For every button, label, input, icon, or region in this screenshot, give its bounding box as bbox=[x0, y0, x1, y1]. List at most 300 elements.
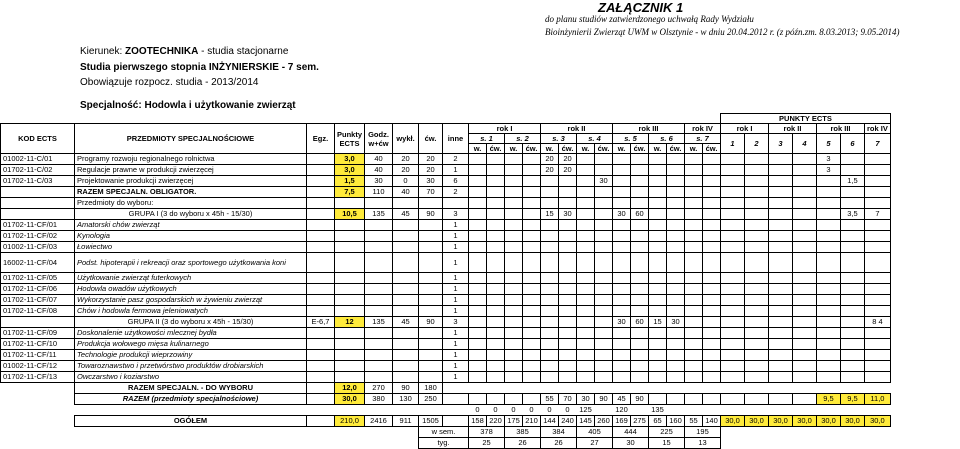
semester-points bbox=[793, 317, 817, 328]
empty-cell bbox=[841, 405, 865, 416]
empty-cell bbox=[817, 438, 841, 449]
semester-points bbox=[865, 176, 891, 187]
semester-hours bbox=[541, 295, 559, 306]
semester-points bbox=[817, 242, 841, 253]
semester-hours bbox=[469, 350, 487, 361]
hours-total: 40 bbox=[365, 165, 393, 176]
semester-hours bbox=[505, 209, 523, 220]
semester-hours bbox=[487, 361, 505, 372]
semester-hours bbox=[685, 306, 703, 317]
semester-points bbox=[841, 187, 865, 198]
empty-cell bbox=[577, 383, 595, 394]
sem-7-w: w. bbox=[685, 144, 703, 154]
semester-points bbox=[817, 372, 841, 383]
semester-hours bbox=[595, 231, 613, 242]
hours-total bbox=[365, 306, 393, 317]
semester-points bbox=[793, 295, 817, 306]
empty-cell bbox=[817, 383, 841, 394]
summary-hours: 380 bbox=[365, 394, 393, 405]
per-week-hours: 30 bbox=[613, 438, 649, 449]
study-level bbox=[80, 62, 319, 73]
semester-hours bbox=[469, 394, 487, 405]
summary-hours: 270 bbox=[365, 383, 393, 394]
semester-points bbox=[745, 198, 769, 209]
semester-points bbox=[721, 361, 745, 372]
course-code: 01702-11-C/03 bbox=[1, 176, 75, 187]
semester-hours bbox=[649, 339, 667, 350]
per-week-hours: 15 bbox=[649, 438, 685, 449]
semester-hours bbox=[703, 339, 721, 350]
semester-points bbox=[865, 361, 891, 372]
semester-hours bbox=[613, 242, 631, 253]
semester-hours bbox=[649, 253, 667, 273]
semester-points bbox=[817, 273, 841, 284]
semester-points bbox=[817, 253, 841, 273]
semester-points bbox=[745, 317, 769, 328]
empty-cell bbox=[769, 438, 793, 449]
col-inne: inne bbox=[443, 124, 469, 154]
semester-hours bbox=[559, 273, 577, 284]
semester-points bbox=[769, 209, 793, 220]
semester-points: 1,5 bbox=[841, 176, 865, 187]
ects-points bbox=[335, 328, 365, 339]
semester-hours bbox=[559, 231, 577, 242]
semester-points bbox=[721, 154, 745, 165]
studia-prefix: Studia pierwszego stopnia bbox=[80, 62, 209, 73]
semester-points bbox=[793, 154, 817, 165]
semester-hours bbox=[595, 187, 613, 198]
hours-exercise: 20 bbox=[419, 165, 443, 176]
empty-cell bbox=[793, 438, 817, 449]
semester-hours bbox=[559, 176, 577, 187]
exam: E-6,7 bbox=[307, 317, 335, 328]
exam bbox=[307, 253, 335, 273]
semester-hours bbox=[469, 176, 487, 187]
hours-exercise bbox=[419, 198, 443, 209]
overall-semester-hours: 210 bbox=[523, 416, 541, 427]
ects-points bbox=[335, 242, 365, 253]
hours-other: 1 bbox=[443, 273, 469, 284]
overall-semester-hours: 220 bbox=[487, 416, 505, 427]
table-row bbox=[1, 176, 891, 187]
semester-hours bbox=[487, 165, 505, 176]
semester-hours bbox=[559, 306, 577, 317]
semester-points bbox=[721, 198, 745, 209]
ects-points: 3,0 bbox=[335, 165, 365, 176]
semester-hours bbox=[667, 394, 685, 405]
semester-points bbox=[769, 273, 793, 284]
semester-hours bbox=[487, 220, 505, 231]
semester-hours bbox=[667, 273, 685, 284]
semester-points: 9,5 bbox=[841, 394, 865, 405]
semester-hours bbox=[613, 176, 631, 187]
semester-hours bbox=[649, 176, 667, 187]
semester-hours bbox=[559, 284, 577, 295]
semester-hours bbox=[487, 317, 505, 328]
course-code: 16002-11-CF/04 bbox=[1, 253, 75, 273]
semester-points bbox=[721, 273, 745, 284]
ects-points: 12 bbox=[335, 317, 365, 328]
semester-hours bbox=[631, 306, 649, 317]
semester-hours bbox=[523, 231, 541, 242]
semester-points bbox=[865, 339, 891, 350]
semester-points bbox=[745, 306, 769, 317]
semester-points bbox=[721, 328, 745, 339]
exam bbox=[307, 154, 335, 165]
semester-points bbox=[745, 231, 769, 242]
semester-points bbox=[817, 209, 841, 220]
sem-1-cw: ćw. bbox=[487, 144, 505, 154]
hours-exercise bbox=[419, 328, 443, 339]
course-name: Technologie produkcji wieprzowiny bbox=[75, 350, 307, 361]
hours-other: 1 bbox=[443, 253, 469, 273]
semester-points bbox=[817, 306, 841, 317]
overall-subtotal: 0 bbox=[547, 405, 552, 414]
semester-points bbox=[841, 273, 865, 284]
semester-hours bbox=[541, 187, 559, 198]
semester-points bbox=[793, 361, 817, 372]
semester-points bbox=[865, 220, 891, 231]
semester-hours bbox=[523, 394, 541, 405]
empty-cell bbox=[817, 405, 841, 416]
overall-semester-hours: 140 bbox=[703, 416, 721, 427]
semester-points bbox=[721, 339, 745, 350]
course-name: GRUPA I (3 do wyboru x 45h - 15/30) bbox=[75, 209, 307, 220]
hours-lecture bbox=[393, 231, 419, 242]
overall-semester-hours: 55 bbox=[685, 416, 703, 427]
empty-cell bbox=[541, 383, 559, 394]
semester-hours: 20 bbox=[559, 165, 577, 176]
semester-points bbox=[841, 317, 865, 328]
table-row bbox=[1, 284, 891, 295]
semester-hours bbox=[667, 231, 685, 242]
semester-hours bbox=[703, 361, 721, 372]
hours-total bbox=[365, 198, 393, 209]
empty-cell bbox=[685, 383, 703, 394]
empty-cell bbox=[721, 438, 745, 449]
semester-hours bbox=[667, 350, 685, 361]
hours-lecture bbox=[393, 372, 419, 383]
semester-hours: 90 bbox=[595, 394, 613, 405]
semester-hours bbox=[595, 273, 613, 284]
course-code: 01702-11-CF/09 bbox=[1, 328, 75, 339]
per-week-label: tyg. bbox=[419, 438, 469, 449]
semester-points bbox=[745, 339, 769, 350]
empty-cell bbox=[469, 383, 487, 394]
semester-hours bbox=[469, 198, 487, 209]
semester-points bbox=[793, 350, 817, 361]
course-name: Użytkowanie zwierząt futerkowych bbox=[75, 273, 307, 284]
hours-exercise bbox=[419, 372, 443, 383]
semester-hours bbox=[703, 394, 721, 405]
semester-hours bbox=[523, 372, 541, 383]
semester-hours bbox=[487, 306, 505, 317]
sem-5-w: w. bbox=[613, 144, 631, 154]
ects-points bbox=[335, 372, 365, 383]
semester-hours bbox=[631, 350, 649, 361]
hours-lecture bbox=[393, 306, 419, 317]
semester-hours bbox=[487, 372, 505, 383]
per-week-hours: 27 bbox=[577, 438, 613, 449]
semester-hours bbox=[613, 165, 631, 176]
semester-points bbox=[817, 231, 841, 242]
semester-points bbox=[745, 394, 769, 405]
empty-cell bbox=[745, 438, 769, 449]
semester-hours bbox=[667, 198, 685, 209]
hours-lecture bbox=[393, 328, 419, 339]
semester-hours bbox=[595, 220, 613, 231]
sem-5-cw: ćw. bbox=[631, 144, 649, 154]
semester-hours bbox=[613, 273, 631, 284]
semester-points bbox=[793, 220, 817, 231]
hours-total bbox=[365, 284, 393, 295]
semester-hours bbox=[685, 253, 703, 273]
semester-hours bbox=[541, 317, 559, 328]
table-row bbox=[1, 198, 891, 209]
semester-hours bbox=[631, 284, 649, 295]
course-name: Doskonalenie użytkowości mlecznej bydła bbox=[75, 328, 307, 339]
semester-hours bbox=[541, 339, 559, 350]
semester-points bbox=[721, 372, 745, 383]
semester-hours: 60 bbox=[631, 209, 649, 220]
overall-semester-hours: 275 bbox=[631, 416, 649, 427]
semester-points bbox=[841, 328, 865, 339]
semester-hours bbox=[685, 339, 703, 350]
hours-other: 1 bbox=[443, 220, 469, 231]
semester-points bbox=[721, 209, 745, 220]
exam bbox=[307, 273, 335, 284]
hours-total bbox=[365, 273, 393, 284]
course-code: 01002-11-CF/03 bbox=[1, 242, 75, 253]
hours-total bbox=[365, 328, 393, 339]
points-sem-3: 3 bbox=[769, 134, 793, 154]
semester-points bbox=[817, 295, 841, 306]
semester-hours bbox=[595, 242, 613, 253]
semester-hours bbox=[505, 242, 523, 253]
sem-4-w: w. bbox=[577, 144, 595, 154]
course-name: Programy rozwoju regionalnego rolnictwa bbox=[75, 154, 307, 165]
semester-hours bbox=[667, 176, 685, 187]
exam bbox=[307, 339, 335, 350]
semester-points bbox=[745, 253, 769, 273]
empty-cell bbox=[393, 405, 419, 416]
overall-subtotal: 0 bbox=[511, 405, 516, 414]
semester-hours bbox=[631, 361, 649, 372]
semester-hours: 90 bbox=[631, 394, 649, 405]
ects-points bbox=[335, 198, 365, 209]
semester-hours bbox=[487, 231, 505, 242]
semester-hours bbox=[523, 339, 541, 350]
semester-points bbox=[865, 273, 891, 284]
col-cw: ćw. bbox=[419, 124, 443, 154]
semester-hours bbox=[577, 209, 595, 220]
overall-subtotal bbox=[667, 405, 685, 416]
overall-subtotal: 0 bbox=[493, 405, 498, 414]
semester-hours bbox=[595, 328, 613, 339]
empty-cell bbox=[443, 416, 469, 427]
hours-exercise bbox=[419, 220, 443, 231]
empty-cell bbox=[1, 394, 75, 405]
empty-cell bbox=[1, 416, 75, 427]
points-sem-5: 5 bbox=[817, 134, 841, 154]
semester-points bbox=[865, 187, 891, 198]
semester-hours bbox=[649, 273, 667, 284]
semester-hours bbox=[469, 361, 487, 372]
semester-points bbox=[745, 328, 769, 339]
semester-hours bbox=[577, 372, 595, 383]
sem-3-w: w. bbox=[541, 144, 559, 154]
semester-points: 3 bbox=[817, 165, 841, 176]
col-wykl: wykł. bbox=[393, 124, 419, 154]
semester-hours bbox=[505, 372, 523, 383]
semester-points bbox=[721, 350, 745, 361]
semester-hours bbox=[577, 242, 595, 253]
semester-hours bbox=[649, 394, 667, 405]
course-name: Łowiectwo bbox=[75, 242, 307, 253]
summary-lecture: 90 bbox=[393, 383, 419, 394]
hours-other: 1 bbox=[443, 361, 469, 372]
semester-hours bbox=[685, 154, 703, 165]
hours-total bbox=[365, 220, 393, 231]
hours-lecture bbox=[393, 284, 419, 295]
hours-other: 1 bbox=[443, 350, 469, 361]
semester-hours bbox=[505, 328, 523, 339]
empty-cell bbox=[487, 383, 505, 394]
semester-hours bbox=[595, 198, 613, 209]
semester-hours bbox=[523, 198, 541, 209]
exam bbox=[307, 328, 335, 339]
per-semester-hours: 195 bbox=[685, 427, 721, 438]
semester-points bbox=[769, 198, 793, 209]
semester-hours bbox=[559, 339, 577, 350]
empty-cell bbox=[841, 383, 865, 394]
table-row bbox=[1, 231, 891, 242]
semester-points bbox=[793, 165, 817, 176]
semester-hours bbox=[631, 253, 649, 273]
applies-from: Obowiązuje rozpocz. studia - 2013/2014 bbox=[80, 77, 259, 88]
semester-hours bbox=[703, 295, 721, 306]
empty-cell bbox=[443, 383, 469, 394]
semester-hours bbox=[505, 350, 523, 361]
exam bbox=[307, 361, 335, 372]
semester-hours bbox=[631, 295, 649, 306]
semester-hours: 20 bbox=[541, 154, 559, 165]
semester-hours bbox=[703, 284, 721, 295]
semester-hours bbox=[523, 273, 541, 284]
overall-semester-points: 30,0 bbox=[793, 416, 817, 427]
hours-total bbox=[365, 242, 393, 253]
semester-hours bbox=[577, 295, 595, 306]
semester-points bbox=[865, 306, 891, 317]
year-2: rok II bbox=[541, 124, 613, 134]
semester-hours bbox=[577, 284, 595, 295]
semester-hours: 70 bbox=[559, 394, 577, 405]
semester-points bbox=[865, 242, 891, 253]
empty-cell bbox=[631, 383, 649, 394]
semester-hours bbox=[685, 328, 703, 339]
course-code: 01002-11-CF/12 bbox=[1, 361, 75, 372]
empty-cell bbox=[769, 383, 793, 394]
semester-hours bbox=[541, 176, 559, 187]
semester-hours bbox=[685, 176, 703, 187]
semester-hours bbox=[631, 339, 649, 350]
semester-hours bbox=[685, 220, 703, 231]
semester-hours bbox=[505, 394, 523, 405]
hours-total bbox=[365, 339, 393, 350]
hours-exercise bbox=[419, 350, 443, 361]
semester-hours bbox=[523, 350, 541, 361]
semester-hours bbox=[505, 231, 523, 242]
semester-points bbox=[817, 317, 841, 328]
hours-lecture bbox=[393, 220, 419, 231]
semester-points bbox=[841, 165, 865, 176]
hours-lecture: 20 bbox=[393, 165, 419, 176]
semester-3: s. 3 bbox=[541, 134, 577, 144]
semester-points bbox=[721, 176, 745, 187]
semester-hours bbox=[577, 165, 595, 176]
hours-lecture bbox=[393, 242, 419, 253]
semester-hours bbox=[523, 187, 541, 198]
overall-total-row bbox=[1, 416, 891, 427]
per-week-hours: 26 bbox=[541, 438, 577, 449]
overall-semester-points: 30,0 bbox=[769, 416, 793, 427]
semester-hours bbox=[667, 361, 685, 372]
semester-hours bbox=[523, 209, 541, 220]
semester-points bbox=[745, 209, 769, 220]
semester-points: 3,5 bbox=[841, 209, 865, 220]
ects-points bbox=[335, 284, 365, 295]
semester-hours bbox=[703, 220, 721, 231]
points-sem-1: 1 bbox=[721, 134, 745, 154]
per-semester-hours: 384 bbox=[541, 427, 577, 438]
semester-points bbox=[769, 242, 793, 253]
col-godz: Godz. w+ćw bbox=[365, 124, 393, 154]
table-row bbox=[1, 372, 891, 383]
hours-lecture: 0 bbox=[393, 176, 419, 187]
semester-hours bbox=[505, 154, 523, 165]
hours-exercise bbox=[419, 339, 443, 350]
semester-hours bbox=[541, 242, 559, 253]
sem-7-cw: ćw. bbox=[703, 144, 721, 154]
hours-lecture bbox=[393, 253, 419, 273]
semester-hours bbox=[613, 253, 631, 273]
hours-lecture bbox=[393, 273, 419, 284]
semester-hours bbox=[685, 242, 703, 253]
semester-hours bbox=[613, 231, 631, 242]
semester-hours bbox=[541, 350, 559, 361]
semester-hours: 55 bbox=[541, 394, 559, 405]
ects-points bbox=[335, 253, 365, 273]
ects-points bbox=[335, 306, 365, 317]
semester-points bbox=[793, 339, 817, 350]
ects-points bbox=[335, 231, 365, 242]
semester-hours bbox=[649, 209, 667, 220]
per-semester-hours: 444 bbox=[613, 427, 649, 438]
hours-total bbox=[365, 361, 393, 372]
semester-hours bbox=[559, 361, 577, 372]
overall-subtotal: 135 bbox=[651, 405, 664, 414]
exam bbox=[307, 306, 335, 317]
semester-hours bbox=[469, 295, 487, 306]
hours-total bbox=[365, 350, 393, 361]
sem-6-cw: ćw. bbox=[667, 144, 685, 154]
semester-hours bbox=[595, 306, 613, 317]
semester-hours bbox=[541, 273, 559, 284]
course-name: Kynologia bbox=[75, 231, 307, 242]
hours-total bbox=[365, 231, 393, 242]
hours-lecture: 40 bbox=[393, 187, 419, 198]
semester-hours bbox=[577, 231, 595, 242]
